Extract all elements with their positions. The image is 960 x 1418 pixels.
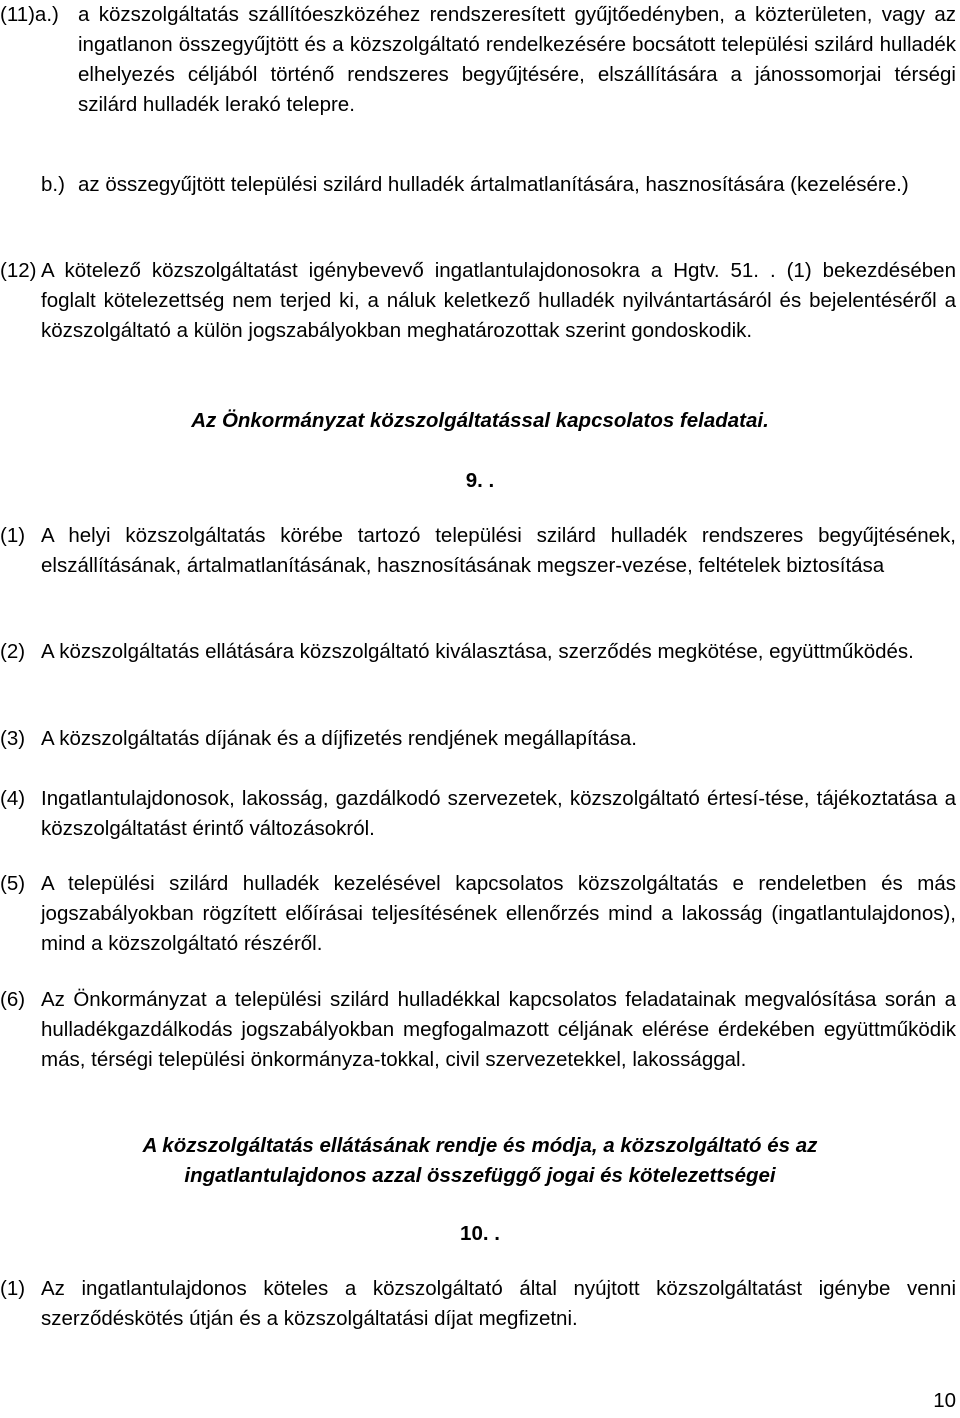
item-text: A helyi közszolgáltatás körébe tartozó települési szilárd hulladék rendszeres begyűjtésének, elszállításának, ártalmatlanításának, hasznosításának megszer-vezése, feltételek biztosítása [41,524,956,577]
item-number: (1) [0,1277,26,1300]
paragraph-11b [0,170,956,200]
item-body [41,521,956,581]
item-text: A közszolgáltatás díjának és a díjfizetés rendjének megállapítása. [41,727,637,750]
item-text: A közszolgáltatás ellátására közszolgáltató kiválasztása, szerződés megkötése, együttműködés. [41,640,914,663]
paragraph-text: a közszolgáltatás szállítóeszközéhez rendszeresített gyűjtőedényben, a közterületen, vagy az ingatlanon összegyűjtött és a közszolgáltató rendelkezésére bocsátott települési szilárd hulladék elhelyezés céljából történő rendszeres begyűjtésére, elszállítására a jánossomorjai térségi szilárd hulladék lerakó telepre. [78,3,956,116]
list-item [0,637,956,667]
paragraph-number: (11)a.) [0,3,59,26]
list-item [0,784,956,844]
item-number: (3) [0,727,26,750]
page-number: 10 [933,1389,956,1412]
section-number: 9. . [465,469,495,492]
item-number: (4) [0,787,26,810]
paragraph-text: az összegyűjtött települési szilárd hulladék ártalmatlanítására, hasznosítására (kezelésére.) [78,173,909,196]
paragraph-body [78,170,956,200]
section-heading-line-1: A közszolgáltatás ellátásának rendje és módja, a közszolgáltató és az [142,1134,818,1157]
list-item [0,985,956,1075]
item-number: (1) [0,524,26,547]
item-number: (6) [0,988,26,1011]
item-text: Ingatlantulajdonosok, lakosság, gazdálkodó szervezetek, közszolgáltató értesí-tése, tájékoztatása a közszolgáltatást érintő változásokról. [41,787,956,840]
list-item [0,521,956,581]
item-body [41,724,956,754]
item-body [41,985,956,1075]
item-number: (2) [0,640,26,663]
list-item [0,724,956,754]
section-number: 10. . [460,1222,500,1245]
paragraph-12 [0,256,956,346]
paragraph-text: A kötelező közszolgáltatást igénybevevő ingatlantulajdonosokra a Hgtv. 51. . (1) bekezdésében foglalt kötelezettség nem terjed ki, a náluk keletkező hulladék nyilvántartásáról és bejelentéséről a közszolgáltató a külön jogszabályokban meghatározottak szerint gondoskodik. [41,259,956,342]
item-body [41,869,956,959]
item-body [41,784,956,844]
item-number: (5) [0,872,26,895]
list-item [0,869,956,959]
paragraph-text-first-line-holder [78,0,956,120]
section-heading: Az Önkormányzat közszolgáltatással kapcsolatos feladatai. [191,409,769,432]
item-text: Az ingatlantulajdonos köteles a közszolgáltató által nyújtott közszolgáltatást igénybe venni szerződéskötés útján és a közszolgáltatási díjat megfizetni. [41,1277,956,1330]
paragraph-body [41,256,956,346]
paragraph-11a [0,0,956,120]
paragraph-number: (12) [0,259,37,282]
item-body [41,1274,956,1334]
item-text: Az Önkormányzat a települési szilárd hulladékkal kapcsolatos feladatainak megvalósítása során a hulladékgazdálkodás jogszabályokban megfogalmazott céljának elérése érdekében együttműködik más, térségi települési önkormányza-tokkal, civil szervezetekkel, lakossággal. [41,988,956,1071]
section-heading-line-2: ingatlantulajdonos azzal összefüggő jogai és kötelezettségei [184,1164,776,1187]
item-body [41,637,956,667]
list-item [0,1274,956,1334]
item-text: A települési szilárd hulladék kezelésével kapcsolatos közszolgáltatás e rendeletben és más jogszabályokban rögzített előírásai teljesítésének ellenőrzés mind a lakosság (ingatlantulajdonos), mind a közszolgáltató részéről. [41,872,956,955]
paragraph-number: b.) [41,173,65,196]
